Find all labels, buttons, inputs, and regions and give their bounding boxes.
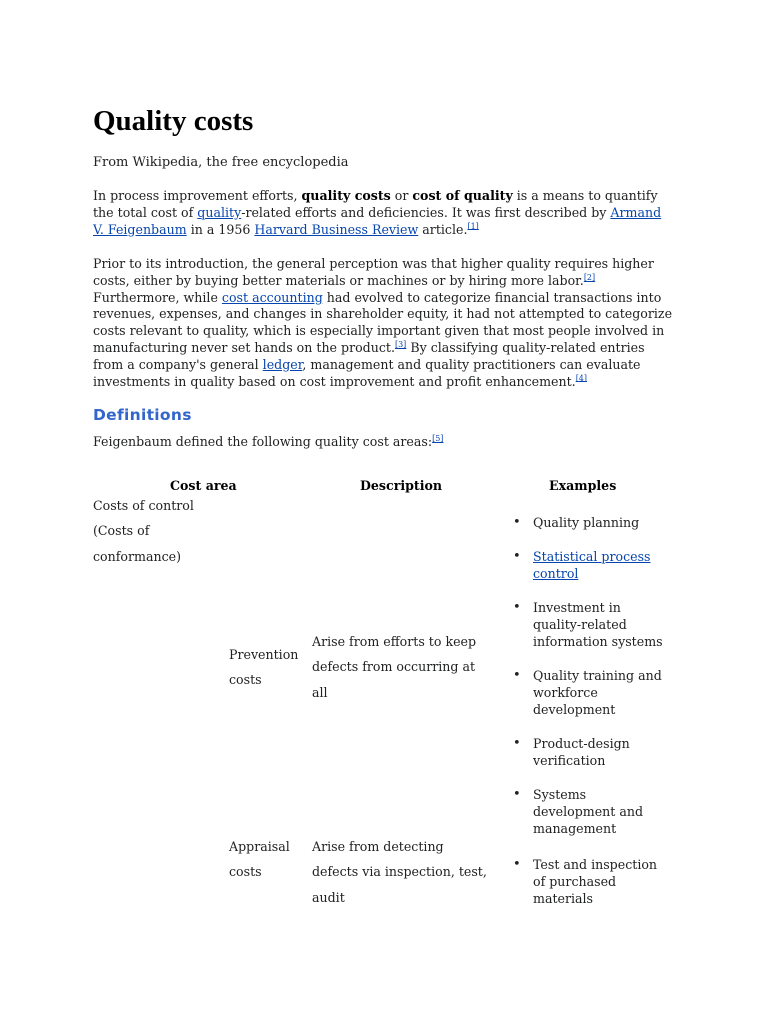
cost-area-line: Appraisal [229, 839, 290, 854]
text: Feigenbaum defined the following quality cost areas: [93, 434, 433, 449]
list-item: • Product-design verification [513, 735, 668, 769]
list-item: • Test and inspection of purchased materials [513, 856, 668, 907]
definitions-intro [93, 434, 675, 451]
link-cost-accounting[interactable]: cost accounting [221, 289, 323, 305]
list-item: • Quality training and workforce development [513, 667, 668, 718]
list-item: • Investment in quality-related information systems [513, 599, 668, 650]
cost-area-line: costs [229, 864, 262, 880]
group-label-line: Costs of control [93, 498, 194, 513]
table-header-description: Description [360, 478, 443, 493]
text: -related efforts and deficiencies. It was first described by [241, 204, 611, 220]
description-line: audit [312, 889, 345, 905]
intro-paragraph [93, 188, 675, 238]
section-heading-definitions: Definitions [93, 406, 192, 424]
site-subtitle: From Wikipedia, the free encyclopedia [93, 155, 349, 170]
group-label-line: conformance) [93, 548, 181, 564]
description-line: Arise from efforts to keep [312, 634, 477, 649]
citation-5[interactable]: [5] [432, 433, 444, 443]
cost-area-line: Prevention [229, 647, 299, 662]
text: In process improvement efforts, [93, 188, 302, 203]
link-feigenbaum[interactable]: Armand V. Feigenbaum [93, 204, 662, 237]
description-line: defects via inspection, test, [312, 864, 487, 880]
bold-term: cost of quality [412, 188, 513, 203]
description-line: all [312, 684, 328, 700]
text: had evolved to categorize financial transactions into revenues, expenses, and changes in shareholder equity, it had not attempted to categorize costs relevant to quality, which is especially important given that most people involved in manufacturing never set hands on the product. [93, 289, 673, 355]
description-appraisal [312, 834, 487, 910]
table-header-examples: Examples [549, 478, 617, 493]
page-title: Quality costs [93, 105, 254, 137]
citation-1[interactable]: [1] [467, 221, 479, 231]
text: article. [418, 221, 468, 237]
examples-prevention [513, 514, 668, 854]
description-prevention [312, 629, 476, 705]
text: , management and quality practitioners can evaluate investments in quality based on cost improvement and profit enhancement. [93, 356, 641, 389]
text: By classifying quality-related entries from a company's general [93, 339, 645, 372]
cost-area-appraisal [229, 834, 290, 885]
table-header-cost-area: Cost area [170, 478, 237, 493]
link-statistical-process-control[interactable]: Statistical process control [533, 549, 651, 581]
description-line: defects from occurring at [312, 659, 476, 675]
bold-term: quality costs [301, 188, 391, 203]
text: in a 1956 [186, 221, 255, 237]
group-label-line: (Costs of [93, 523, 150, 539]
cost-area-line: costs [229, 672, 262, 688]
citation-2[interactable]: [2] [583, 272, 596, 282]
text: or [390, 188, 413, 203]
citation-3[interactable]: [3] [394, 339, 407, 349]
description-line: Arise from detecting [312, 839, 444, 854]
citation-4[interactable]: [4] [575, 373, 588, 383]
history-paragraph [93, 256, 675, 390]
group-label [93, 493, 194, 569]
link-hbr[interactable]: Harvard Business Review [254, 221, 419, 237]
cost-area-prevention [229, 642, 298, 693]
examples-appraisal [513, 856, 668, 924]
list-item: • Systems development and management [513, 786, 668, 837]
text: Prior to its introduction, the general perception was that higher quality requires higher costs, either by buying better materials or machines or by hiring more labor. [93, 256, 654, 288]
list-item: • Quality planning [513, 514, 668, 531]
list-item [513, 548, 668, 582]
text: is a means to quantify the total cost of [93, 188, 658, 220]
text: Furthermore, while [93, 289, 222, 305]
link-ledger[interactable]: ledger [262, 356, 303, 372]
link-quality[interactable]: quality [197, 204, 242, 220]
